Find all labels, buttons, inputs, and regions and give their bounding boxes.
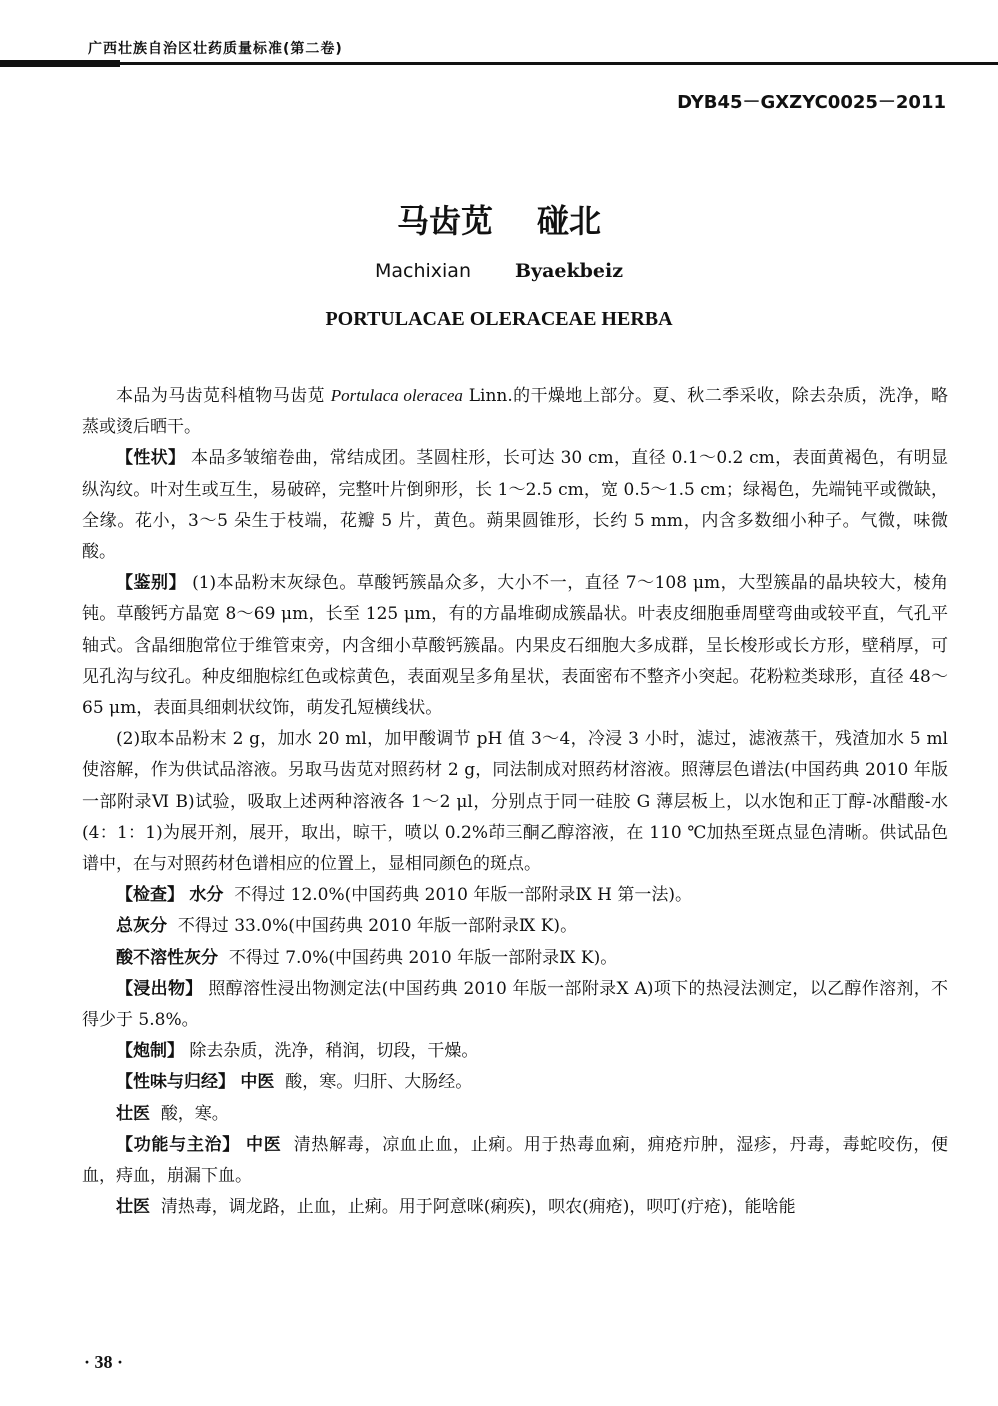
text-zonghuifen: 不得过 33.0%(中国药典 2010 年版一部附录Ⅸ K)。 — [177, 916, 578, 937]
text-jianbie-2: (2)取本品粉末 2 g，加水 20 ml，加甲酸调节 pH 值 3～4，冷浸 3 小时，滤过，滤液蒸干，残渣加水 5 ml 使溶解，作为供试品溶液。另取马齿苋对照药材 2 g，同法制成对照药材溶液。照薄层色谱法(中国药典 2010 年版一部附录Ⅵ B)试验，吸取上述两种溶液各 1～2 μl，分别点于同一硅胶 G 薄层板上，以水饱和正丁醇-冰醋酸-水(4：1：1)为展开剂，展开，取出，晾干，喷以 0.2%茚三酮乙醇溶液，在 110 ℃加热至斑点显色清晰。供试品色谱中，在与对照药材色谱相应的位置上，显相同颜色的斑点。 — [82, 729, 948, 875]
text-suanburong: 不得过 7.0%(中国药典 2010 年版一部附录Ⅸ K)。 — [228, 947, 618, 968]
text-shuifen: 不得过 12.0%(中国药典 2010 年版一部附录Ⅸ H 第一法)。 — [234, 885, 692, 906]
section-jianbie-2 — [82, 724, 948, 880]
heading-gongneng: 【功能与主治】 — [116, 1134, 240, 1155]
label-xingwei-zhuangyi: 壮医 — [116, 1103, 150, 1124]
section-paozhi — [82, 1036, 948, 1067]
heading-jianbie: 【鉴别】 — [116, 573, 187, 594]
section-xingwei — [82, 1067, 948, 1098]
label-gongneng-zhuangyi: 壮医 — [116, 1197, 150, 1218]
title-zhuang: 碰北 — [537, 202, 602, 240]
text-xingwei-zhongyi: 酸，寒。归肝、大肠经。 — [285, 1072, 473, 1093]
text-xingwei-zhuangyi: 酸，寒。 — [160, 1103, 229, 1124]
section-jianbie-1 — [82, 568, 948, 724]
heading-xingwei: 【性味与归经】 — [116, 1072, 235, 1093]
intro-text-post: Linn.的干燥地上部分。夏、秋二季采收，除去杂质，洗净，略蒸或烫后晒干。 — [82, 386, 949, 438]
title-latin: PORTULACAE OLERACEAE HERBA — [325, 308, 673, 330]
text-paozhi: 除去杂质，洗净，稍润，切段，干燥。 — [189, 1041, 479, 1062]
title-chinese: 马齿苋 — [396, 202, 493, 240]
intro-latin-name: Portulaca oleracea — [330, 386, 463, 405]
label-gongneng-zhongyi: 中医 — [246, 1134, 282, 1155]
title-pinyin: Machixian — [374, 260, 471, 282]
title-chinese-block — [0, 196, 998, 242]
text-jianbie-1: (1)本品粉末灰绿色。草酸钙簇晶众多，大小不一，直径 7～108 μm，大型簇晶的晶块较大，棱角钝。草酸钙方晶宽 8～69 μm，长至 125 μm，有的方晶堆砌成簇晶状。叶表皮细胞垂周壁弯曲或较平直，气孔平轴式。含晶细胞常位于维管束旁，内含细小草酸钙簇晶。内果皮石细胞大多成群，呈长梭形或长方形，壁稍厚，可见孔沟与纹孔。种皮细胞棕红色或棕黄色，表面观呈多角星状，表面密布不整齐小突起。花粉粒类球形，直径 48～65 μm，表面具细刺状纹饰，萌发孔短横线状。 — [82, 573, 949, 719]
label-shuifen: 水分 — [189, 885, 224, 906]
item-zonghuifen — [82, 911, 948, 942]
item-xingwei-zhuangyi — [82, 1099, 948, 1130]
intro-text-pre: 本品为马齿苋科植物马齿苋 — [116, 386, 325, 406]
heading-paozhi: 【炮制】 — [116, 1041, 184, 1062]
text-xingzhuang: 本品多皱缩卷曲，常结成团。茎圆柱形，长可达 30 cm，直径 0.1～0.2 cm，表面黄褐色，有明显纵沟纹。叶对生或互生，易破碎，完整叶片倒卵形，长 1～2.5 cm，宽 0.5～1.5 cm；绿褐色，先端钝平或微缺，全缘。花小，3～5 朵生于枝端，花瓣 5 片，黄色。蒴果圆锥形，长约 5 mm，内含多数细小种子。气微，味微酸。 — [82, 448, 949, 563]
heading-jiancha: 【检查】 — [116, 885, 184, 906]
label-zonghuifen: 总灰分 — [116, 916, 167, 937]
item-suanburong — [82, 943, 948, 974]
section-jiancha — [82, 880, 948, 911]
standard-code: DYB45－GXZYC0025－2011 — [677, 92, 946, 113]
running-head: 广西壮族自治区壮药质量标准(第二卷) — [88, 41, 343, 57]
text-jinchuwu: 照醇溶性浸出物测定法(中国药典 2010 年版一部附录Ⅹ A)项下的热浸法测定，以乙醇作溶剂，不得少于 5.8%。 — [82, 978, 949, 1031]
item-gongneng-zhuangyi — [82, 1192, 948, 1223]
heading-jinchuwu: 【浸出物】 — [116, 978, 203, 999]
title-zhuang-roman: Byaekbeiz — [514, 260, 624, 282]
header-rule — [0, 62, 998, 65]
title-romanization-block — [0, 260, 998, 282]
label-suanburong: 酸不溶性灰分 — [116, 947, 218, 968]
section-jinchuwu — [82, 974, 948, 1036]
label-xingwei-zhongyi: 中医 — [240, 1072, 275, 1093]
intro-paragraph — [82, 380, 948, 443]
heading-xingzhuang: 【性状】 — [116, 448, 186, 469]
text-gongneng-zhongyi: 清热解毒，凉血止血，止痢。用于热毒血痢，痈疮疖肿，湿疹，丹毒，毒蛇咬伤，便血，痔血，崩漏下血。 — [82, 1134, 949, 1187]
section-xingzhuang — [82, 443, 948, 568]
text-gongneng-zhuangyi: 清热毒，调龙路，止血，止痢。用于阿意咪(痢疾)，呗农(痈疮)，呗叮(疔疮)，能啥能 — [160, 1197, 796, 1218]
page-number: · 38 · — [84, 1352, 124, 1372]
monograph-body — [82, 380, 948, 1223]
section-gongneng — [82, 1130, 948, 1192]
